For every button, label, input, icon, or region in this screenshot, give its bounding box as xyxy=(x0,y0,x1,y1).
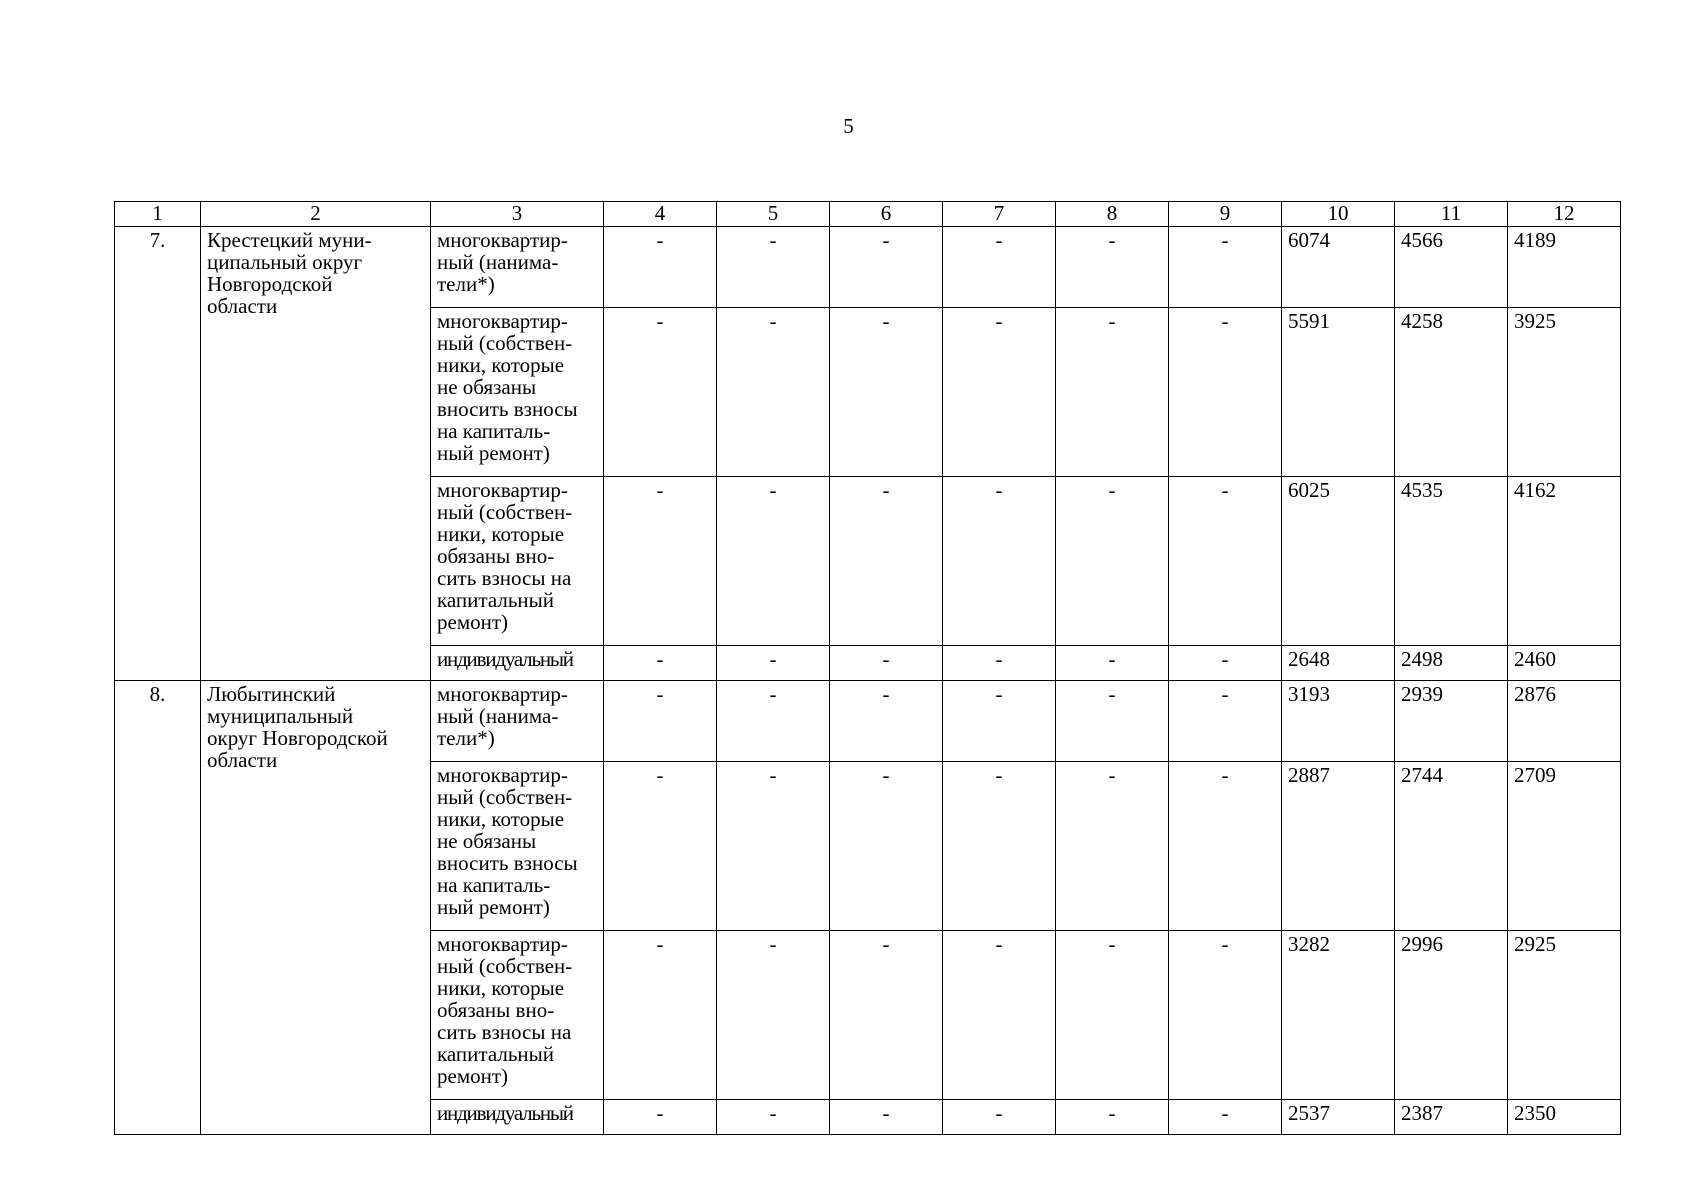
empty-value-cell: - xyxy=(1169,646,1282,681)
value-cell: 4566 xyxy=(1395,227,1508,308)
column-header: 2 xyxy=(201,202,431,227)
housing-type: многоквартир- ный (собствен- ники, которые не обязаны вносить взносы на капиталь- ный ремонт) xyxy=(437,763,578,919)
empty-value-cell: - xyxy=(1169,681,1282,762)
housing-type: многоквартир- ный (собствен- ники, которые обязаны вно- сить взносы на капитальный ремонт) xyxy=(437,932,573,1088)
empty-value-cell: - xyxy=(604,1100,717,1135)
value-cell: 4258 xyxy=(1395,308,1508,477)
table-row xyxy=(115,227,1621,308)
empty-value-cell: - xyxy=(1056,681,1169,762)
value-cell: 2387 xyxy=(1395,1100,1508,1135)
value-cell: 2498 xyxy=(1395,646,1508,681)
value-cell: 2709 xyxy=(1508,762,1621,931)
value-cell: 2350 xyxy=(1508,1100,1621,1135)
empty-value-cell: - xyxy=(943,681,1056,762)
value-cell: 3282 xyxy=(1282,931,1395,1100)
empty-value-cell: - xyxy=(604,227,717,308)
housing-type-cell xyxy=(431,308,604,477)
empty-value-cell: - xyxy=(1056,1100,1169,1135)
region-name: Крестецкий муни- ципальный округ Новгородской области xyxy=(207,228,372,318)
empty-value-cell: - xyxy=(1056,477,1169,646)
empty-value-cell: - xyxy=(943,308,1056,477)
housing-type: многоквартир- ный (собствен- ники, которые обязаны вно- сить взносы на капитальный ремонт) xyxy=(437,478,573,634)
empty-value-cell: - xyxy=(830,646,943,681)
group-number: 7. xyxy=(115,227,201,681)
value-cell: 2925 xyxy=(1508,931,1621,1100)
empty-value-cell: - xyxy=(943,646,1056,681)
group-number: 8. xyxy=(115,681,201,1135)
empty-value-cell: - xyxy=(717,477,830,646)
value-cell: 2537 xyxy=(1282,1100,1395,1135)
value-cell: 2887 xyxy=(1282,762,1395,931)
page-number: 5 xyxy=(843,114,854,138)
empty-value-cell: - xyxy=(604,646,717,681)
empty-value-cell: - xyxy=(830,762,943,931)
column-header: 10 xyxy=(1282,202,1395,227)
empty-value-cell: - xyxy=(943,762,1056,931)
empty-value-cell: - xyxy=(943,477,1056,646)
empty-value-cell: - xyxy=(1169,477,1282,646)
empty-value-cell: - xyxy=(1056,308,1169,477)
region-name: Любытинский муниципальный округ Новгородской области xyxy=(207,682,388,772)
value-cell: 5591 xyxy=(1282,308,1395,477)
empty-value-cell: - xyxy=(830,1100,943,1135)
empty-value-cell: - xyxy=(1169,762,1282,931)
column-number-row xyxy=(115,202,1621,227)
housing-type: индивидуальный xyxy=(437,647,573,671)
value-cell: 3193 xyxy=(1282,681,1395,762)
empty-value-cell: - xyxy=(604,681,717,762)
housing-type-cell xyxy=(431,1100,604,1135)
column-header: 5 xyxy=(717,202,830,227)
value-cell: 4162 xyxy=(1508,477,1621,646)
empty-value-cell: - xyxy=(717,762,830,931)
housing-type-cell xyxy=(431,931,604,1100)
empty-value-cell: - xyxy=(604,931,717,1100)
empty-value-cell: - xyxy=(1169,1100,1282,1135)
value-cell: 4535 xyxy=(1395,477,1508,646)
empty-value-cell: - xyxy=(1169,308,1282,477)
housing-type-cell xyxy=(431,681,604,762)
empty-value-cell: - xyxy=(604,762,717,931)
value-cell: 2996 xyxy=(1395,931,1508,1100)
value-cell: 2744 xyxy=(1395,762,1508,931)
empty-value-cell: - xyxy=(830,477,943,646)
empty-value-cell: - xyxy=(1056,646,1169,681)
empty-value-cell: - xyxy=(830,308,943,477)
empty-value-cell: - xyxy=(1169,227,1282,308)
value-cell: 2460 xyxy=(1508,646,1621,681)
housing-type: многоквартир- ный (нанима- тели*) xyxy=(437,228,568,296)
empty-value-cell: - xyxy=(943,931,1056,1100)
value-cell: 6074 xyxy=(1282,227,1395,308)
empty-value-cell: - xyxy=(717,646,830,681)
column-header: 12 xyxy=(1508,202,1621,227)
housing-type: многоквартир- ный (нанима- тели*) xyxy=(437,682,568,750)
empty-value-cell: - xyxy=(1056,931,1169,1100)
empty-value-cell: - xyxy=(1169,931,1282,1100)
empty-value-cell: - xyxy=(717,931,830,1100)
value-cell: 4189 xyxy=(1508,227,1621,308)
value-cell: 2939 xyxy=(1395,681,1508,762)
empty-value-cell: - xyxy=(943,227,1056,308)
column-header: 6 xyxy=(830,202,943,227)
housing-type-cell xyxy=(431,762,604,931)
empty-value-cell: - xyxy=(830,931,943,1100)
housing-type: индивидуальный xyxy=(437,1101,573,1125)
column-header: 11 xyxy=(1395,202,1508,227)
empty-value-cell: - xyxy=(717,681,830,762)
value-cell: 6025 xyxy=(1282,477,1395,646)
empty-value-cell: - xyxy=(830,681,943,762)
housing-type: многоквартир- ный (собствен- ники, которые не обязаны вносить взносы на капиталь- ный ремонт) xyxy=(437,309,578,465)
column-header: 3 xyxy=(431,202,604,227)
empty-value-cell: - xyxy=(717,1100,830,1135)
empty-value-cell: - xyxy=(830,227,943,308)
empty-value-cell: - xyxy=(604,308,717,477)
empty-value-cell: - xyxy=(604,477,717,646)
empty-value-cell: - xyxy=(943,1100,1056,1135)
value-cell: 3925 xyxy=(1508,308,1621,477)
housing-type-cell xyxy=(431,477,604,646)
value-cell: 2876 xyxy=(1508,681,1621,762)
housing-type-cell xyxy=(431,646,604,681)
empty-value-cell: - xyxy=(1056,227,1169,308)
tariff-table xyxy=(114,201,1621,1135)
column-header: 9 xyxy=(1169,202,1282,227)
column-header: 1 xyxy=(115,202,201,227)
empty-value-cell: - xyxy=(717,227,830,308)
empty-value-cell: - xyxy=(1056,762,1169,931)
housing-type-cell xyxy=(431,227,604,308)
table-body xyxy=(115,227,1621,1135)
region-cell xyxy=(201,681,431,1135)
empty-value-cell: - xyxy=(717,308,830,477)
column-header: 8 xyxy=(1056,202,1169,227)
region-cell xyxy=(201,227,431,681)
value-cell: 2648 xyxy=(1282,646,1395,681)
table-row xyxy=(115,681,1621,762)
column-header: 4 xyxy=(604,202,717,227)
column-header: 7 xyxy=(943,202,1056,227)
